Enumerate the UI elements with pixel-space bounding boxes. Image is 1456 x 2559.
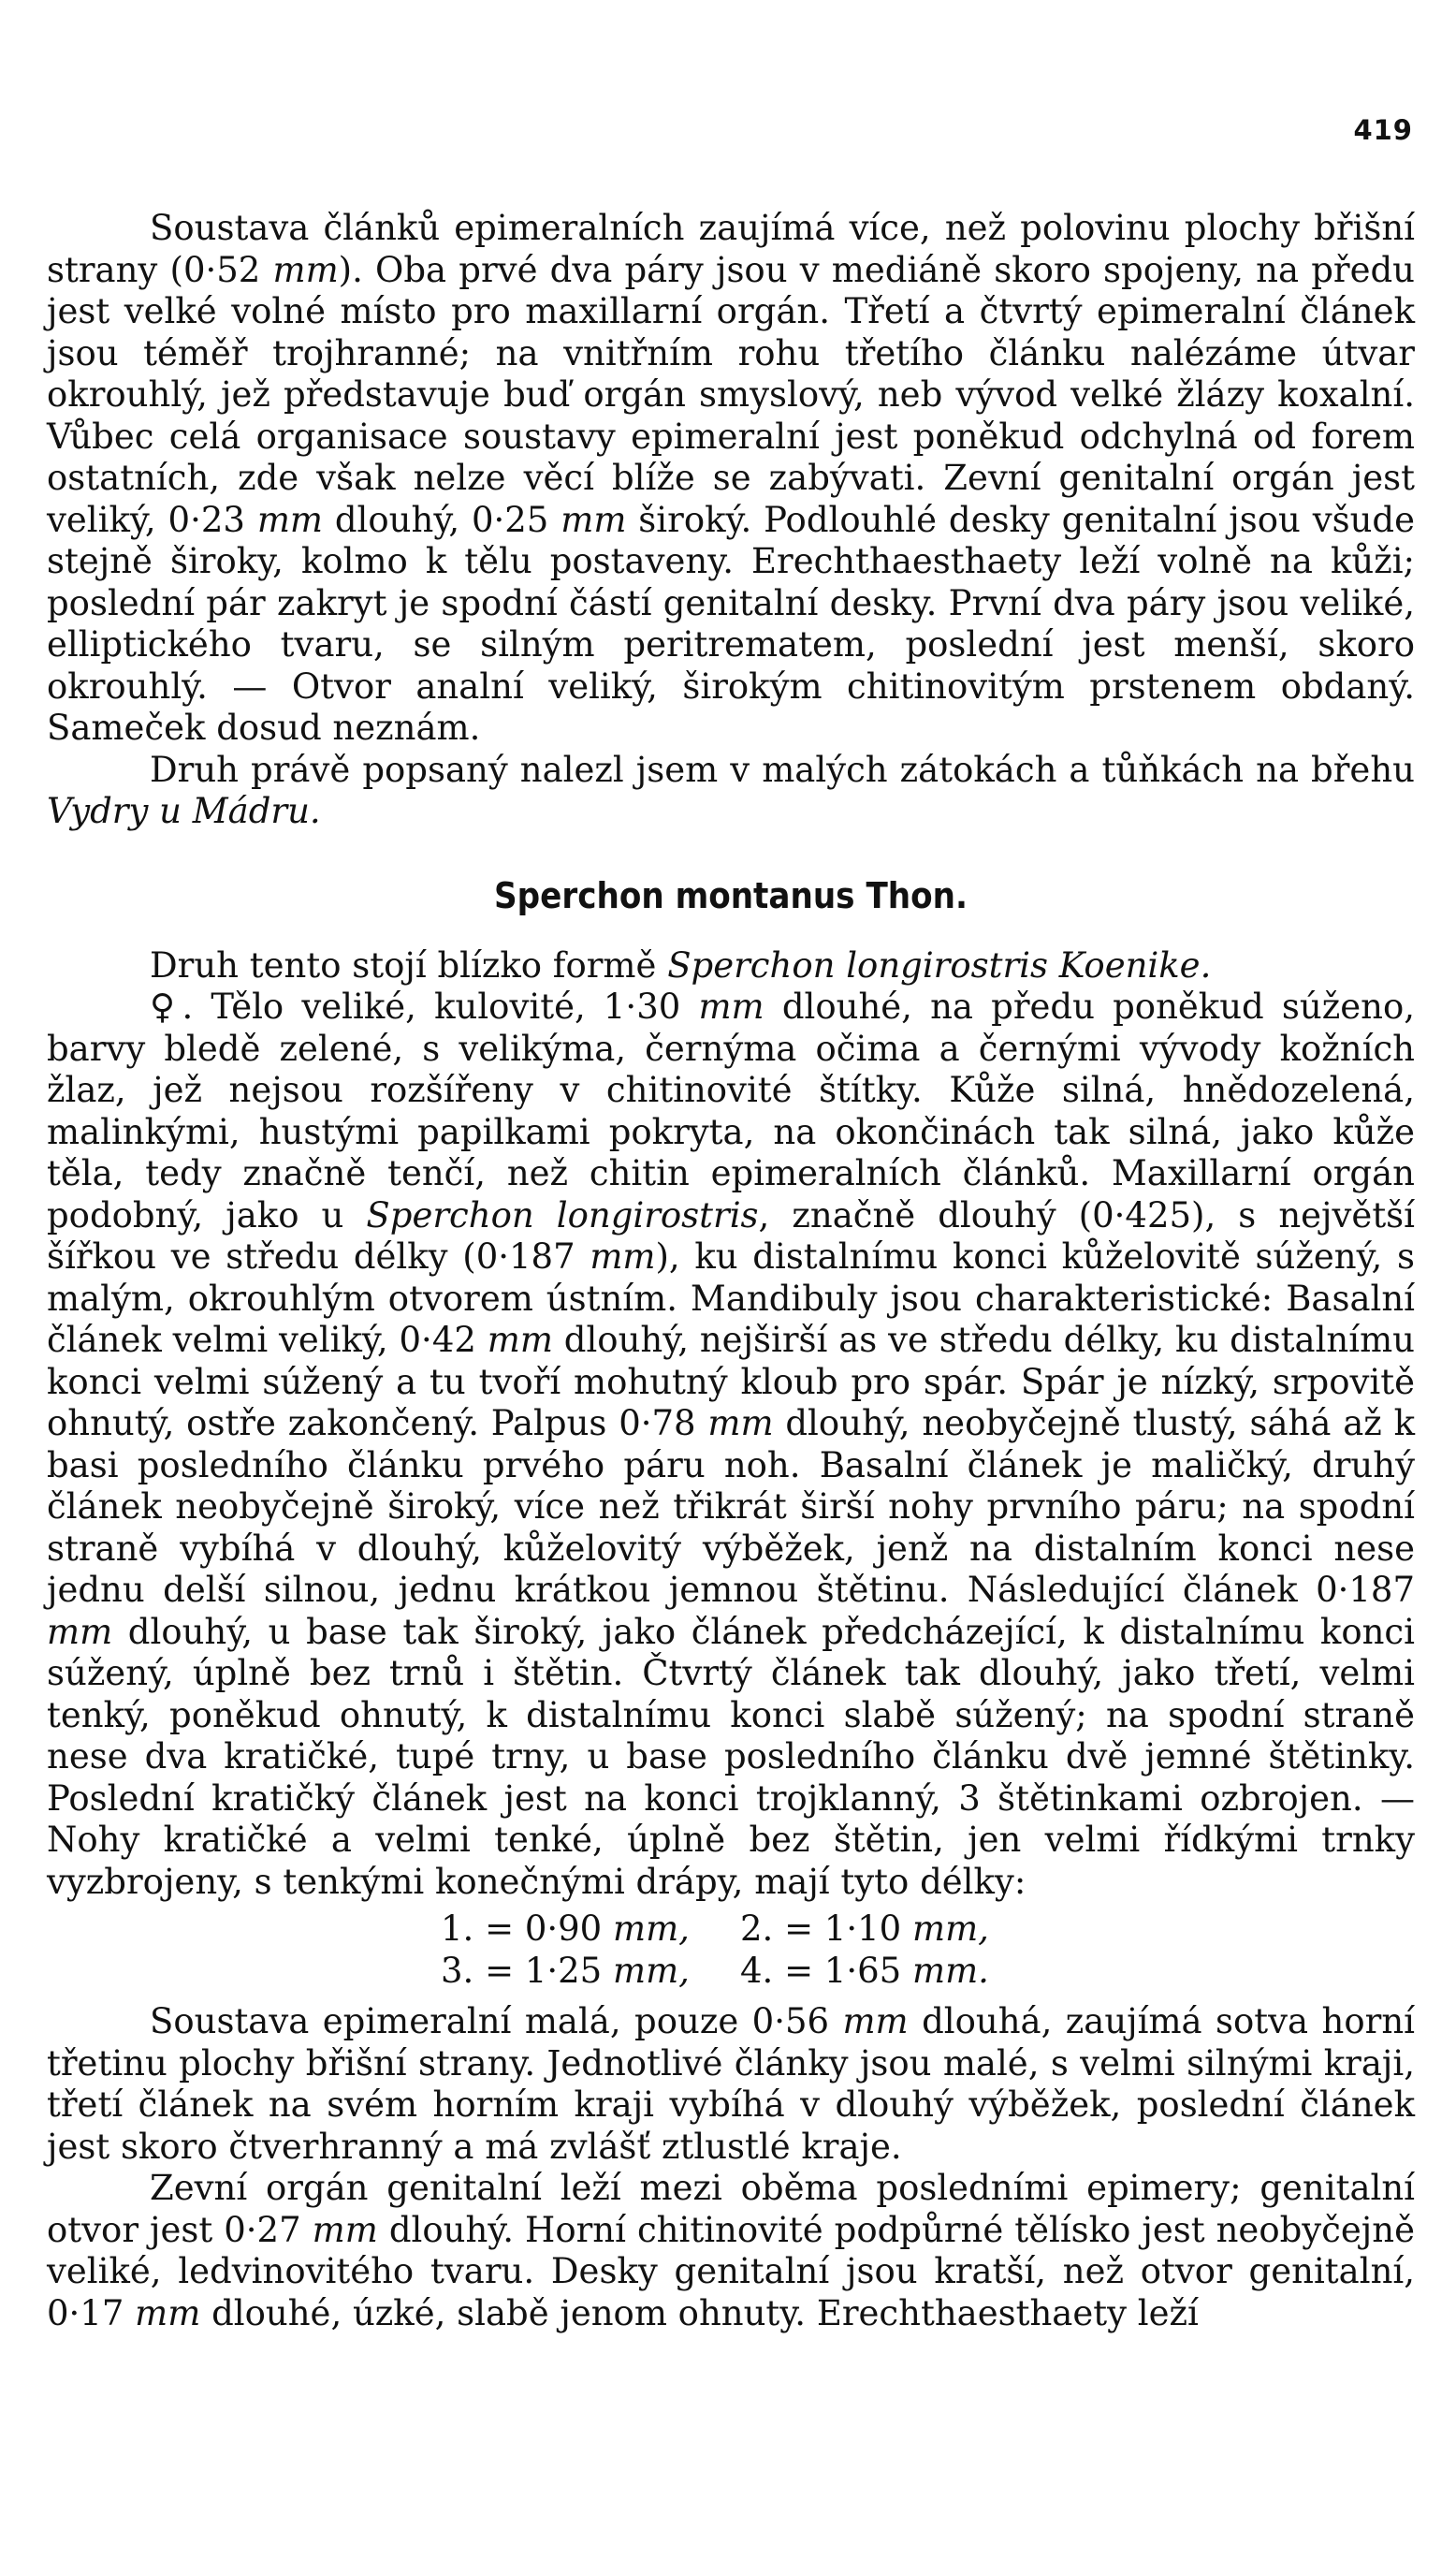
text-column	[47, 208, 1415, 2334]
paragraph	[47, 945, 1415, 987]
italic-text: Vydry u Mádru.	[47, 791, 321, 831]
italic-text: mm	[312, 2209, 378, 2250]
italic-text: mm	[487, 1320, 553, 1360]
italic-text: mm	[256, 499, 323, 540]
text-run: Druh právě popsaný nalezl jsem v malých zátokách a tůňkách na břehu	[150, 749, 1415, 790]
text-run: dlouhý, neobyčejně tlustý, sáhá až k basi posledního článku prvého páru noh. Basalní článek je maličký, druhý článek neobyčejně široký, více než třikrát širší nohy prvního páru; na spodní straně vybíhá v dlouhý, kůželovitý výběžek, jenž na distalním konci nese jednu delší silnou, jednu krátkou jemnou štětinu. Následující článek 0·187	[47, 1403, 1415, 1610]
paragraph	[47, 208, 1415, 750]
text-run: široký. Podlouhlé desky genitalní jsou všude stejně široky, kolmo k tělu postaveny. Erechthaesthaety leží volně na kůži; poslední pár zakryt je spodní částí genitalní desky. První dva páry jsou veliké, elliptického tvaru, se silným peritrematem, poslední jest menší, skoro okrouhlý. — Otvor analní veliký, širokým chitinovitým prstenem obdaný. Sameček dosud neznám.	[47, 499, 1416, 748]
paragraph	[47, 987, 1415, 1903]
text-run: dlouhý, nejširší as ve středu délky, ku distalnímu konci velmi súžený a tu tvoří mohutný kloub pro spár. Spár je nízký, srpovitě ohnutý, ostře zakončený. Palpus 0·78	[47, 1320, 1415, 1443]
leg-length-value: 4. = 1·65	[740, 1950, 902, 1991]
italic-text: mm	[47, 1611, 113, 1652]
italic-text: mm	[135, 2292, 201, 2333]
text-run: dlouhý, 0·25	[322, 499, 561, 540]
italic-text: mm	[707, 1403, 774, 1443]
italic-text: mm	[590, 1236, 656, 1277]
italic-text: Sperchon longirostris	[366, 1194, 759, 1236]
text-run: Soustava epimeralní malá, pouze 0·56	[150, 2001, 843, 2041]
paragraph	[47, 2168, 1415, 2334]
italic-text: mm	[698, 987, 764, 1027]
leg-length	[740, 1908, 1021, 1951]
leg-length-value: 3. = 1·25	[441, 1950, 603, 1991]
top-paragraphs	[47, 208, 1415, 833]
italic-text: Sperchon longirostris Koenike.	[667, 944, 1212, 986]
text-run: dlouhá, zaujímá sotva horní třetinu plochy břišní strany. Jednotlivé články jsou malé, s velmi silnými kraji, třetí článek na svém horním kraji vybíhá v dlouhý výběžek, poslední článek jest skoro čtverhranný a má zvlášť ztlustlé kraje.	[47, 2001, 1416, 2167]
section-heading: Sperchon montanus Thon.	[494, 874, 968, 916]
text-run: dlouhý, u base tak široký, jako článek předcházející, k distalnímu konci súžený, úplně bez trnů i štětin. Čtvrtý článek tak dlouhý, jako třetí, velmi tenký, poněkud ohnutý, k distalnímu konci slabě súžený; na spodní straně nese dva kratičké, tupé trny, u base posledního článku dvě jemné štětinky. Poslední kratičký článek jest na konci trojklanný, 3 štětinkami ozbrojen. — Nohy kratičké a velmi tenké, úplně bez štětin, jen velmi řídkými trnky vyzbrojeny, s tenkými konečnými drápy, mají tyto délky:	[47, 1611, 1415, 1902]
leg-length-unit: mm,	[612, 1908, 690, 1949]
leg-length	[441, 1908, 721, 1951]
text-run: ), ku distalnímu konci kůželovitě súžený, s malým, okrouhlým otvorem ústním. Mandibuly jsou charakteristické: Basalní článek velmi veliký, 0·42	[47, 1236, 1415, 1360]
paragraph	[47, 750, 1415, 833]
leg-length-unit: mm,	[612, 1950, 690, 1991]
text-run: , značně dlouhý (0·425), s největší šířkou ve středu délky (0·187	[47, 1194, 1416, 1277]
leg-length-unit: mm,	[911, 1908, 989, 1949]
text-run: Zevní orgán genitalní leží mezi oběma posledními epimery; genitalní otvor jest 0·27	[47, 2168, 1415, 2250]
text-run: Druh tento stojí blízko formě	[150, 944, 668, 986]
leg-length-value: 2. = 1·10	[740, 1908, 902, 1949]
leg-length	[740, 1951, 1021, 1993]
paragraph	[47, 2001, 1415, 2168]
middle-paragraphs	[47, 945, 1415, 1904]
leg-length-value: 1. = 0·90	[441, 1908, 603, 1949]
italic-text: mm	[842, 2001, 909, 2041]
leg-length-unit: mm.	[911, 1950, 989, 1991]
text-run: Soustava článků epimeralních zaujímá více, než polovinu plochy břišní strany (0·52	[47, 208, 1415, 290]
bottom-paragraphs	[47, 2001, 1415, 2334]
text-run: dlouhé, na předu poněkud súženo, barvy bledě zelené, s velikýma, černýma očima a černými vývody kožních žlaz, jež nejsou rozšířeny v chitinovité štítky. Kůže silná, hnědozelená, malinkými, hustými papilkami pokryta, na okončinách tak silná, jako kůže těla, tedy značně tenčí, než chitin epimeralních článků. Maxillarní orgán podobný, jako u	[47, 987, 1415, 1236]
text-run: ). Oba prvé dva páry jsou v mediáně skoro spojeny, na předu jest velké volné místo pro maxillarní orgán. Třetí a čtvrtý epimeralní článek jsou téměř trojhranné; na vnitřním rohu třetího článku nalézáme útvar okrouhlý, jež představuje buď orgán smyslový, neb vývod velké žlázy koxalní. Vůbec celá organisace soustavy epimeralní jest poněkud odchylná od forem ostatních, zde však nelze věcí blíže se zabývati. Zevní genitalní orgán jest veliký, 0·23	[47, 249, 1415, 540]
text-run: dlouhé, úzké, slabě jenom ohnuty. Erechthaesthaety leží	[200, 2292, 1199, 2333]
leg-length	[441, 1951, 721, 1993]
page-number: 419	[1353, 114, 1413, 146]
italic-text: mm	[272, 249, 339, 290]
text-run: ♀. Tělo veliké, kulovité, 1·30	[150, 987, 699, 1027]
leg-lengths-table	[47, 1908, 1415, 1992]
italic-text: mm	[561, 499, 627, 540]
text-run: dlouhý. Horní chitinovité podpůrné tělísko jest neobyčejně veliké, ledvinovitého tvaru. Desky genitalní jsou kratší, než otvor genitalní, 0·17	[47, 2209, 1415, 2333]
